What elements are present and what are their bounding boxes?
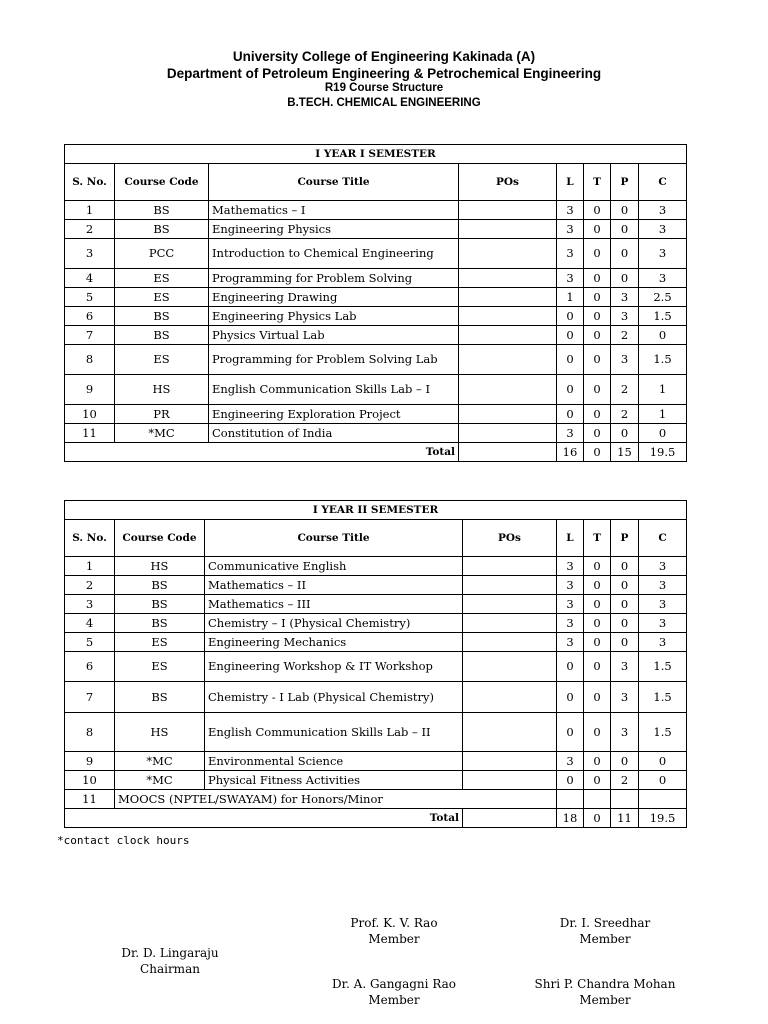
course-structure-label: R19 Course Structure <box>324 82 444 94</box>
signatory-role: Member <box>579 931 631 946</box>
cell-l: 3 <box>557 269 584 288</box>
cell-t: 0 <box>584 614 611 633</box>
cell-c: 3 <box>639 614 687 633</box>
cell-t: 0 <box>584 345 611 375</box>
cell-pos <box>459 424 557 443</box>
university-name: University College of Engineering Kakinada (A) <box>232 49 536 64</box>
cell-pos <box>463 576 557 595</box>
cell-l: 3 <box>557 201 584 220</box>
table-row <box>65 269 687 288</box>
cell-course-code: *MC <box>115 771 205 790</box>
cell-l: 0 <box>557 307 584 326</box>
cell-sno: 5 <box>65 288 115 307</box>
cell-c: 2.5 <box>639 288 687 307</box>
cell-p: 3 <box>611 652 639 682</box>
cell-pos <box>463 633 557 652</box>
cell-pos <box>463 557 557 576</box>
cell-course-code: PR <box>115 405 209 424</box>
signatory-p-chandra-mohan <box>520 977 690 1008</box>
cell-c: 0 <box>639 424 687 443</box>
cell-l: 3 <box>557 576 584 595</box>
cell-t: 0 <box>584 652 611 682</box>
cell-t: 0 <box>584 557 611 576</box>
table-row <box>65 771 687 790</box>
table-row <box>65 239 687 269</box>
semester-2-heading: I YEAR II SEMESTER <box>65 501 687 520</box>
cell-course-code: ES <box>115 269 209 288</box>
cell-p: 0 <box>611 269 639 288</box>
cell-pos <box>459 405 557 424</box>
table-row <box>65 201 687 220</box>
signatory-a-gangagni-rao <box>309 977 479 1008</box>
cell-sno: 1 <box>65 201 115 220</box>
signatory-k-v-rao <box>309 916 479 947</box>
cell-p: 0 <box>611 633 639 652</box>
cell-sno: 5 <box>65 633 115 652</box>
cell-sno: 1 <box>65 557 115 576</box>
signatory-name: Dr. D. Lingaraju <box>121 946 219 960</box>
cell-pos <box>459 269 557 288</box>
cell-p: 0 <box>611 595 639 614</box>
cell-t: 0 <box>584 595 611 614</box>
cell-t: 0 <box>584 405 611 424</box>
cell-c: 1.5 <box>639 345 687 375</box>
cell-course-code: ES <box>115 288 209 307</box>
cell-pos <box>463 752 557 771</box>
cell-pos <box>459 375 557 405</box>
cell-sno: 2 <box>65 576 115 595</box>
cell-pos <box>459 326 557 345</box>
signatory-role: Chairman <box>140 961 200 976</box>
cell-l: 1 <box>557 288 584 307</box>
cell-sno: 10 <box>65 405 115 424</box>
cell-c: 1.5 <box>639 307 687 326</box>
col-p-header: P <box>611 164 639 201</box>
col-title-header: Course Title <box>209 164 459 201</box>
cell-t: 0 <box>584 576 611 595</box>
cell-pos <box>459 443 557 462</box>
cell-pos <box>459 220 557 239</box>
table-row <box>65 652 687 682</box>
table-row <box>65 345 687 375</box>
col-title-header: Course Title <box>205 520 463 557</box>
total-t: 0 <box>584 443 611 462</box>
cell-t: 0 <box>584 239 611 269</box>
total-label: Total <box>65 443 459 462</box>
signatory-i-sreedhar <box>520 916 690 947</box>
cell-t: 0 <box>584 288 611 307</box>
cell-c: 1 <box>639 375 687 405</box>
semester-1-table <box>64 144 687 462</box>
cell-t: 0 <box>584 326 611 345</box>
cell-l: 3 <box>557 614 584 633</box>
cell-course-code: *MC <box>115 424 209 443</box>
cell-pos <box>459 288 557 307</box>
col-pos-header: POs <box>459 164 557 201</box>
cell-l: 0 <box>557 682 584 713</box>
cell-course-code: BS <box>115 307 209 326</box>
cell-sno: 2 <box>65 220 115 239</box>
cell-pos <box>463 682 557 713</box>
table-row-total <box>65 443 687 462</box>
cell-course-code: ES <box>115 633 205 652</box>
table-row <box>65 576 687 595</box>
cell-course-title: Engineering Physics Lab <box>209 307 459 326</box>
cell-c: 1 <box>639 405 687 424</box>
signatory-name: Shri P. Chandra Mohan <box>534 977 676 991</box>
cell-course-code: HS <box>115 375 209 405</box>
table-row <box>65 405 687 424</box>
cell-t <box>584 790 611 809</box>
cell-c: 3 <box>639 576 687 595</box>
cell-sno: 6 <box>65 307 115 326</box>
cell-p: 0 <box>611 239 639 269</box>
table-row <box>65 595 687 614</box>
cell-t: 0 <box>584 633 611 652</box>
cell-t: 0 <box>584 752 611 771</box>
cell-t: 0 <box>584 220 611 239</box>
cell-p: 0 <box>611 752 639 771</box>
cell-p <box>611 790 639 809</box>
cell-sno: 7 <box>65 682 115 713</box>
cell-course-code: BS <box>115 614 205 633</box>
cell-p: 3 <box>611 682 639 713</box>
table-row <box>65 288 687 307</box>
cell-pos <box>463 713 557 752</box>
cell-p: 2 <box>611 326 639 345</box>
cell-pos <box>459 307 557 326</box>
cell-course-title: Engineering Physics <box>209 220 459 239</box>
cell-p: 0 <box>611 201 639 220</box>
cell-course-title: Engineering Exploration Project <box>209 405 459 424</box>
cell-c: 3 <box>639 269 687 288</box>
cell-course-title: Chemistry – I (Physical Chemistry) <box>205 614 463 633</box>
cell-course-code: BS <box>115 682 205 713</box>
cell-c: 3 <box>639 557 687 576</box>
cell-sno: 3 <box>65 239 115 269</box>
cell-course-title: Mathematics – I <box>209 201 459 220</box>
cell-sno: 7 <box>65 326 115 345</box>
col-code-header: Course Code <box>115 164 209 201</box>
cell-course-code: HS <box>115 557 205 576</box>
signatory-role: Member <box>368 992 420 1007</box>
cell-sno: 11 <box>65 424 115 443</box>
cell-t: 0 <box>584 269 611 288</box>
table-row-moocs <box>65 790 687 809</box>
cell-pos <box>463 595 557 614</box>
cell-l: 3 <box>557 752 584 771</box>
total-l: 18 <box>557 809 584 828</box>
cell-sno: 9 <box>65 375 115 405</box>
cell-l: 0 <box>557 375 584 405</box>
cell-l: 0 <box>557 326 584 345</box>
cell-c: 3 <box>639 633 687 652</box>
program-name: B.TECH. CHEMICAL ENGINEERING <box>287 97 481 109</box>
table-row <box>65 220 687 239</box>
cell-l <box>557 790 584 809</box>
cell-c: 1.5 <box>639 713 687 752</box>
cell-l: 0 <box>557 345 584 375</box>
table-row <box>65 614 687 633</box>
cell-p: 3 <box>611 288 639 307</box>
table-row <box>65 752 687 771</box>
total-c: 19.5 <box>639 809 687 828</box>
cell-c: 1.5 <box>639 682 687 713</box>
cell-course-title: Programming for Problem Solving <box>209 269 459 288</box>
table-row <box>65 424 687 443</box>
cell-l: 0 <box>557 713 584 752</box>
department-name: Department of Petroleum Engineering & Petrochemical Engineering <box>166 66 602 81</box>
cell-course-code: ES <box>115 345 209 375</box>
col-l-header: L <box>557 520 584 557</box>
cell-course-title: Communicative English <box>205 557 463 576</box>
cell-course-code: BS <box>115 201 209 220</box>
cell-course-title: Engineering Workshop & IT Workshop <box>205 652 463 682</box>
table-row-total <box>65 809 687 828</box>
cell-pos <box>459 345 557 375</box>
cell-l: 3 <box>557 633 584 652</box>
signatory-d-lingaraju <box>85 946 255 977</box>
cell-sno: 8 <box>65 345 115 375</box>
signatory-role: Member <box>579 992 631 1007</box>
col-sno-header: S. No. <box>65 520 115 557</box>
cell-course-code: ES <box>115 652 205 682</box>
cell-p: 0 <box>611 576 639 595</box>
cell-course-code: BS <box>115 595 205 614</box>
cell-course-code: HS <box>115 713 205 752</box>
cell-sno: 9 <box>65 752 115 771</box>
semester-2-table <box>64 500 687 828</box>
table-row <box>65 307 687 326</box>
cell-course-title: Physics Virtual Lab <box>209 326 459 345</box>
cell-c: 0 <box>639 752 687 771</box>
cell-course-title: Physical Fitness Activities <box>205 771 463 790</box>
table-row <box>65 633 687 652</box>
cell-pos <box>463 652 557 682</box>
cell-sno: 8 <box>65 713 115 752</box>
cell-t: 0 <box>584 713 611 752</box>
signatory-name: Dr. A. Gangagni Rao <box>331 977 457 991</box>
cell-pos <box>463 809 557 828</box>
cell-p: 0 <box>611 614 639 633</box>
cell-pos <box>463 614 557 633</box>
cell-l: 3 <box>557 557 584 576</box>
cell-sno: 11 <box>65 790 115 809</box>
cell-c: 3 <box>639 220 687 239</box>
col-sno-header: S. No. <box>65 164 115 201</box>
col-c-header: C <box>639 164 687 201</box>
col-pos-header: POs <box>463 520 557 557</box>
total-p: 15 <box>611 443 639 462</box>
semester-1-heading: I YEAR I SEMESTER <box>65 145 687 164</box>
cell-course-title: Chemistry - I Lab (Physical Chemistry) <box>205 682 463 713</box>
table-row <box>65 682 687 713</box>
cell-course-code: BS <box>115 220 209 239</box>
cell-c: 0 <box>639 771 687 790</box>
table-row <box>65 375 687 405</box>
col-t-header: T <box>584 164 611 201</box>
cell-course-title: Constitution of India <box>209 424 459 443</box>
signatory-role: Member <box>368 931 420 946</box>
cell-t: 0 <box>584 771 611 790</box>
total-p: 11 <box>611 809 639 828</box>
cell-pos <box>463 771 557 790</box>
cell-c: 0 <box>639 326 687 345</box>
cell-c <box>639 790 687 809</box>
cell-pos <box>459 239 557 269</box>
signatory-name: Prof. K. V. Rao <box>350 916 438 930</box>
total-label: Total <box>65 809 463 828</box>
col-p-header: P <box>611 520 639 557</box>
total-c: 19.5 <box>639 443 687 462</box>
col-c-header: C <box>639 520 687 557</box>
cell-t: 0 <box>584 201 611 220</box>
cell-c: 3 <box>639 239 687 269</box>
total-t: 0 <box>584 809 611 828</box>
cell-course-title: English Communication Skills Lab – II <box>205 713 463 752</box>
cell-p: 2 <box>611 375 639 405</box>
cell-p: 2 <box>611 405 639 424</box>
cell-l: 0 <box>557 771 584 790</box>
cell-course-title: Environmental Science <box>205 752 463 771</box>
signatory-name: Dr. I. Sreedhar <box>559 916 651 930</box>
cell-l: 0 <box>557 652 584 682</box>
cell-course-code: BS <box>115 576 205 595</box>
cell-course-code: *MC <box>115 752 205 771</box>
cell-c: 3 <box>639 595 687 614</box>
cell-sno: 10 <box>65 771 115 790</box>
cell-l: 3 <box>557 220 584 239</box>
cell-sno: 3 <box>65 595 115 614</box>
cell-course-title: Engineering Drawing <box>209 288 459 307</box>
cell-l: 3 <box>557 595 584 614</box>
cell-c: 3 <box>639 201 687 220</box>
cell-t: 0 <box>584 375 611 405</box>
cell-p: 3 <box>611 307 639 326</box>
footnote: *contact clock hours <box>57 834 190 847</box>
cell-l: 3 <box>557 424 584 443</box>
cell-t: 0 <box>584 424 611 443</box>
table-row <box>65 326 687 345</box>
col-l-header: L <box>557 164 584 201</box>
cell-p: 2 <box>611 771 639 790</box>
cell-course-title: Programming for Problem Solving Lab <box>209 345 459 375</box>
cell-c: 1.5 <box>639 652 687 682</box>
cell-p: 0 <box>611 557 639 576</box>
cell-course-title: Engineering Mechanics <box>205 633 463 652</box>
cell-course-code: PCC <box>115 239 209 269</box>
cell-course-title: Introduction to Chemical Engineering <box>209 239 459 269</box>
cell-p: 0 <box>611 424 639 443</box>
cell-course-title: Mathematics – III <box>205 595 463 614</box>
cell-sno: 4 <box>65 614 115 633</box>
table-row <box>65 713 687 752</box>
table-row <box>65 557 687 576</box>
cell-course-code: BS <box>115 326 209 345</box>
cell-l: 0 <box>557 405 584 424</box>
cell-t: 0 <box>584 307 611 326</box>
cell-sno: 4 <box>65 269 115 288</box>
cell-p: 0 <box>611 220 639 239</box>
cell-t: 0 <box>584 682 611 713</box>
col-t-header: T <box>584 520 611 557</box>
cell-moocs-title: MOOCS (NPTEL/SWAYAM) for Honors/Minor <box>115 790 557 809</box>
cell-course-title: Mathematics – II <box>205 576 463 595</box>
col-code-header: Course Code <box>115 520 205 557</box>
cell-course-title: English Communication Skills Lab – I <box>209 375 459 405</box>
total-l: 16 <box>557 443 584 462</box>
cell-p: 3 <box>611 345 639 375</box>
cell-l: 3 <box>557 239 584 269</box>
cell-pos <box>459 201 557 220</box>
cell-p: 3 <box>611 713 639 752</box>
cell-sno: 6 <box>65 652 115 682</box>
